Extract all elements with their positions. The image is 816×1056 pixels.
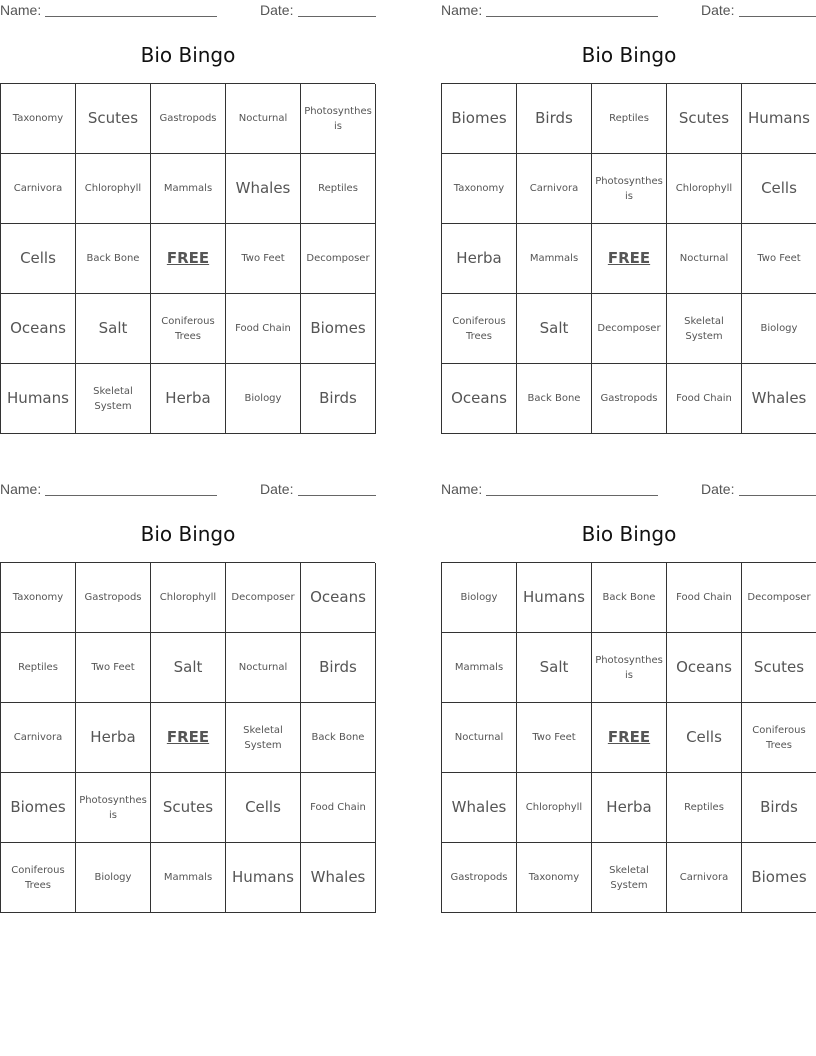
- bingo-cell: Two Feet: [742, 224, 816, 294]
- card-title: Bio Bingo: [140, 522, 236, 546]
- bingo-cell: Food Chain: [301, 773, 376, 843]
- free-space-cell: FREE: [151, 224, 226, 294]
- bingo-cell: Skeletal System: [226, 703, 301, 773]
- card-header: [441, 2, 816, 20]
- bingo-cell: Humans: [517, 563, 592, 633]
- free-space-cell: FREE: [592, 224, 667, 294]
- bingo-cell: Biology: [742, 294, 816, 364]
- card-header: [0, 2, 376, 20]
- bingo-cell: Oceans: [301, 563, 376, 633]
- bingo-cell: Photosynthesis: [301, 84, 376, 154]
- bingo-cell: Coniferous Trees: [1, 843, 76, 913]
- bingo-cell: Food Chain: [226, 294, 301, 364]
- bingo-card-2: [441, 0, 816, 434]
- date-label: Date:: [260, 481, 294, 497]
- bingo-cell: Gastropods: [442, 843, 517, 913]
- bingo-cell: Food Chain: [667, 563, 742, 633]
- bingo-cell: Herba: [442, 224, 517, 294]
- bingo-cell: Salt: [151, 633, 226, 703]
- bingo-cell: Mammals: [442, 633, 517, 703]
- bingo-cell: Back Bone: [76, 224, 151, 294]
- bingo-cell: Biology: [226, 364, 301, 434]
- bingo-cell: Birds: [517, 84, 592, 154]
- bingo-cell: Skeletal System: [592, 843, 667, 913]
- bingo-grid: [441, 562, 816, 913]
- free-space-cell: FREE: [592, 703, 667, 773]
- date-line: [298, 495, 376, 496]
- bingo-cell: Back Bone: [301, 703, 376, 773]
- bingo-grid: [441, 83, 816, 434]
- bingo-cell: Gastropods: [151, 84, 226, 154]
- bingo-cell: Oceans: [667, 633, 742, 703]
- bingo-card-4: [441, 479, 816, 913]
- bingo-cell: Birds: [742, 773, 816, 843]
- name-line: [45, 16, 217, 17]
- free-space-cell: FREE: [151, 703, 226, 773]
- bingo-cell: Photosynthesis: [76, 773, 151, 843]
- bingo-cell: Whales: [301, 843, 376, 913]
- bingo-cell: Taxonomy: [1, 84, 76, 154]
- date-line: [739, 495, 816, 496]
- bingo-cell: Two Feet: [226, 224, 301, 294]
- bingo-cell: Carnivora: [1, 154, 76, 224]
- bingo-cell: Whales: [226, 154, 301, 224]
- bingo-cell: Photosynthesis: [592, 154, 667, 224]
- bingo-cell: Mammals: [151, 843, 226, 913]
- bingo-cell: Mammals: [151, 154, 226, 224]
- date-line: [298, 16, 376, 17]
- bingo-cell: Biology: [76, 843, 151, 913]
- bingo-cell: Humans: [742, 84, 816, 154]
- bingo-cell: Cells: [1, 224, 76, 294]
- bingo-cell: Biomes: [301, 294, 376, 364]
- bingo-cell: Decomposer: [742, 563, 816, 633]
- bingo-cell: Gastropods: [592, 364, 667, 434]
- bingo-cell: Carnivora: [517, 154, 592, 224]
- bingo-cell: Back Bone: [592, 563, 667, 633]
- bingo-grid: [0, 83, 375, 434]
- bingo-cell: Whales: [742, 364, 816, 434]
- bingo-grid: [0, 562, 375, 913]
- bingo-card-3: [0, 479, 376, 913]
- bingo-cell: Two Feet: [517, 703, 592, 773]
- bingo-cell: Carnivora: [1, 703, 76, 773]
- bingo-cell: Skeletal System: [76, 364, 151, 434]
- bingo-cell: Cells: [667, 703, 742, 773]
- bingo-cell: Biomes: [742, 843, 816, 913]
- bingo-cell: Birds: [301, 633, 376, 703]
- bingo-cell: Coniferous Trees: [151, 294, 226, 364]
- bingo-cell: Nocturnal: [667, 224, 742, 294]
- bingo-cell: Nocturnal: [226, 633, 301, 703]
- bingo-cell: Herba: [76, 703, 151, 773]
- bingo-cell: Coniferous Trees: [742, 703, 816, 773]
- bingo-cell: Food Chain: [667, 364, 742, 434]
- bingo-cell: Whales: [442, 773, 517, 843]
- bingo-cell: Biology: [442, 563, 517, 633]
- card-title: Bio Bingo: [581, 522, 677, 546]
- date-label: Date:: [701, 2, 735, 18]
- name-line: [486, 495, 658, 496]
- bingo-cell: Humans: [1, 364, 76, 434]
- card-header: [0, 481, 376, 499]
- bingo-cell: Nocturnal: [442, 703, 517, 773]
- bingo-card-1: [0, 0, 376, 434]
- bingo-cell: Scutes: [151, 773, 226, 843]
- name-line: [45, 495, 217, 496]
- bingo-cell: Chlorophyll: [151, 563, 226, 633]
- card-header: [441, 481, 816, 499]
- bingo-cell: Back Bone: [517, 364, 592, 434]
- bingo-cell: Salt: [517, 633, 592, 703]
- bingo-cell: Cells: [226, 773, 301, 843]
- bingo-cell: Taxonomy: [1, 563, 76, 633]
- bingo-cell: Decomposer: [226, 563, 301, 633]
- bingo-cell: Decomposer: [301, 224, 376, 294]
- bingo-cell: Scutes: [76, 84, 151, 154]
- bingo-cell: Humans: [226, 843, 301, 913]
- bingo-cell: Cells: [742, 154, 816, 224]
- bingo-cell: Two Feet: [76, 633, 151, 703]
- date-line: [739, 16, 816, 17]
- bingo-cell: Coniferous Trees: [442, 294, 517, 364]
- bingo-cell: Taxonomy: [517, 843, 592, 913]
- bingo-cell: Birds: [301, 364, 376, 434]
- bingo-cell: Oceans: [1, 294, 76, 364]
- bingo-cell: Decomposer: [592, 294, 667, 364]
- bingo-cell: Scutes: [667, 84, 742, 154]
- name-label: Name:: [441, 2, 483, 18]
- name-label: Name:: [441, 481, 483, 497]
- bingo-cell: Chlorophyll: [517, 773, 592, 843]
- card-title: Bio Bingo: [140, 43, 236, 67]
- bingo-cell: Reptiles: [667, 773, 742, 843]
- bingo-cell: Taxonomy: [442, 154, 517, 224]
- bingo-cell: Gastropods: [76, 563, 151, 633]
- name-label: Name:: [0, 2, 42, 18]
- name-line: [486, 16, 658, 17]
- bingo-cell: Biomes: [1, 773, 76, 843]
- bingo-cell: Scutes: [742, 633, 816, 703]
- bingo-cell: Reptiles: [1, 633, 76, 703]
- name-label: Name:: [0, 481, 42, 497]
- bingo-cell: Chlorophyll: [76, 154, 151, 224]
- bingo-cell: Herba: [592, 773, 667, 843]
- bingo-cell: Mammals: [517, 224, 592, 294]
- bingo-cell: Photosynthesis: [592, 633, 667, 703]
- date-label: Date:: [260, 2, 294, 18]
- bingo-cell: Carnivora: [667, 843, 742, 913]
- card-title: Bio Bingo: [581, 43, 677, 67]
- bingo-cell: Reptiles: [301, 154, 376, 224]
- bingo-cell: Salt: [517, 294, 592, 364]
- bingo-cell: Skeletal System: [667, 294, 742, 364]
- bingo-cell: Nocturnal: [226, 84, 301, 154]
- bingo-cell: Herba: [151, 364, 226, 434]
- bingo-cell: Oceans: [442, 364, 517, 434]
- bingo-cell: Salt: [76, 294, 151, 364]
- bingo-cell: Reptiles: [592, 84, 667, 154]
- bingo-cell: Biomes: [442, 84, 517, 154]
- bingo-cell: Chlorophyll: [667, 154, 742, 224]
- date-label: Date:: [701, 481, 735, 497]
